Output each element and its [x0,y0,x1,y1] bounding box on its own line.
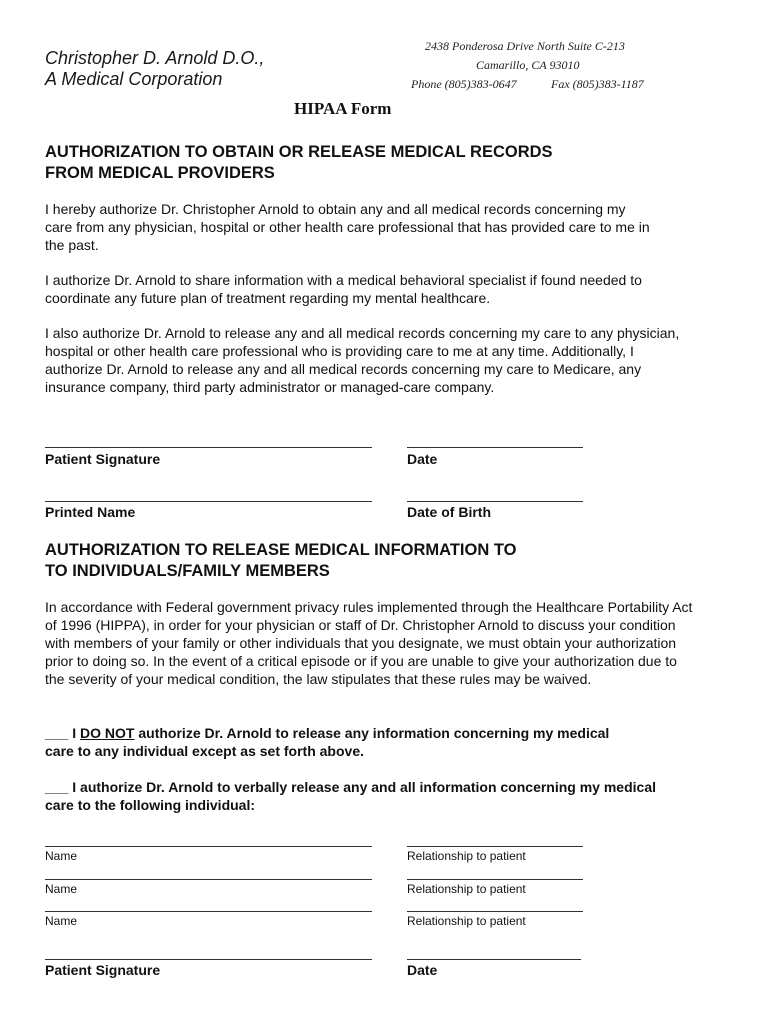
printed-name-label: Printed Name [45,504,136,520]
section1-paragraph-3: I also authorize Dr. Arnold to release any and all medical records concerning my care to any physician, hospital or other health care professional who is providing care to me at any time. Additionally, I authorize Dr. Arnold to release any and all medical records concerning my care to Medicare, any insurance company, third party administrator or managed-care company. [45,325,680,395]
date-of-birth-line[interactable] [407,501,583,502]
printed-name-line[interactable] [45,501,372,502]
option-do-not-authorize [45,724,625,760]
final-date-line[interactable] [407,959,581,960]
option1-text-post: authorize Dr. Arnold to release any information concerning my medical care to any individual except as set forth above. [45,725,610,759]
option-authorize-individual [45,778,665,814]
practice-name: Christopher D. Arnold D.O., [45,48,265,68]
individual-relationship-line[interactable] [407,879,583,880]
section2-paragraph: In accordance with Federal government privacy rules implemented through the Healthcare Portability Act of 1996 (HIPPA), in order for your physician or staff of Dr. Christopher Arnold to discuss your condition with members of your family or other individuals that you designate, we must obtain your authorization prior to doing so. In the event of a critical episode or if you are unable to give your authorization due to the severity of your medical condition, the law stipulates that these rules may be waived. [45,599,693,687]
individual-name-line[interactable] [45,879,372,880]
section1-paragraph-1: I hereby authorize Dr. Christopher Arnold to obtain any and all medical records concerning my care from any physician, hospital or other health care professional that has provided care to me in the past. [45,201,650,253]
date-of-birth-label: Date of Birth [407,504,491,520]
individual-relationship-label: Relationship to patient [407,882,526,896]
date-line[interactable] [407,447,583,448]
option2-checkbox-blank[interactable]: ___ [45,779,69,795]
patient-signature-label: Patient Signature [45,451,161,467]
section1-paragraph-2: I authorize Dr. Arnold to share information with a medical behavioral specialist if found needed to coordinate any future plan of treatment regarding my mental healthcare. [45,272,642,306]
address-street: 2438 Ponderosa Drive North Suite C-213 [425,39,625,53]
form-title: HIPAA Form [294,99,392,118]
final-date-label: Date [407,962,438,978]
individual-name-line[interactable] [45,846,372,847]
final-patient-signature-line[interactable] [45,959,372,960]
option2-text: I authorize Dr. Arnold to verbally release any and all information concerning my medical care to the following individual: [45,779,656,813]
section1-heading-line1: AUTHORIZATION TO OBTAIN OR RELEASE MEDICAL RECORDS [45,143,553,161]
fax-number: Fax (805)383-1187 [551,77,644,91]
individual-name-label: Name [45,882,78,896]
individual-name-label: Name [45,849,78,863]
individual-name-label: Name [45,914,78,928]
phone-number: Phone (805)383-0647 [411,77,517,91]
address-city: Camarillo, CA 93010 [476,58,580,72]
final-patient-signature-label: Patient Signature [45,962,161,978]
option1-do-not-emphasis: DO NOT [80,725,135,741]
date-label: Date [407,451,438,467]
patient-signature-line[interactable] [45,447,372,448]
section1-heading-line2: FROM MEDICAL PROVIDERS [45,164,275,182]
individual-relationship-line[interactable] [407,911,583,912]
section2-heading-line1: AUTHORIZATION TO RELEASE MEDICAL INFORMATION TO [45,541,517,559]
section2-heading-line2: TO INDIVIDUALS/FAMILY MEMBERS [45,562,330,580]
individual-relationship-line[interactable] [407,846,583,847]
option1-checkbox-blank[interactable]: ___ [45,725,69,741]
practice-subtitle: A Medical Corporation [45,69,223,89]
individual-relationship-label: Relationship to patient [407,914,526,928]
individual-relationship-label: Relationship to patient [407,849,526,863]
option1-text-pre: I [72,725,77,741]
individual-name-line[interactable] [45,911,372,912]
